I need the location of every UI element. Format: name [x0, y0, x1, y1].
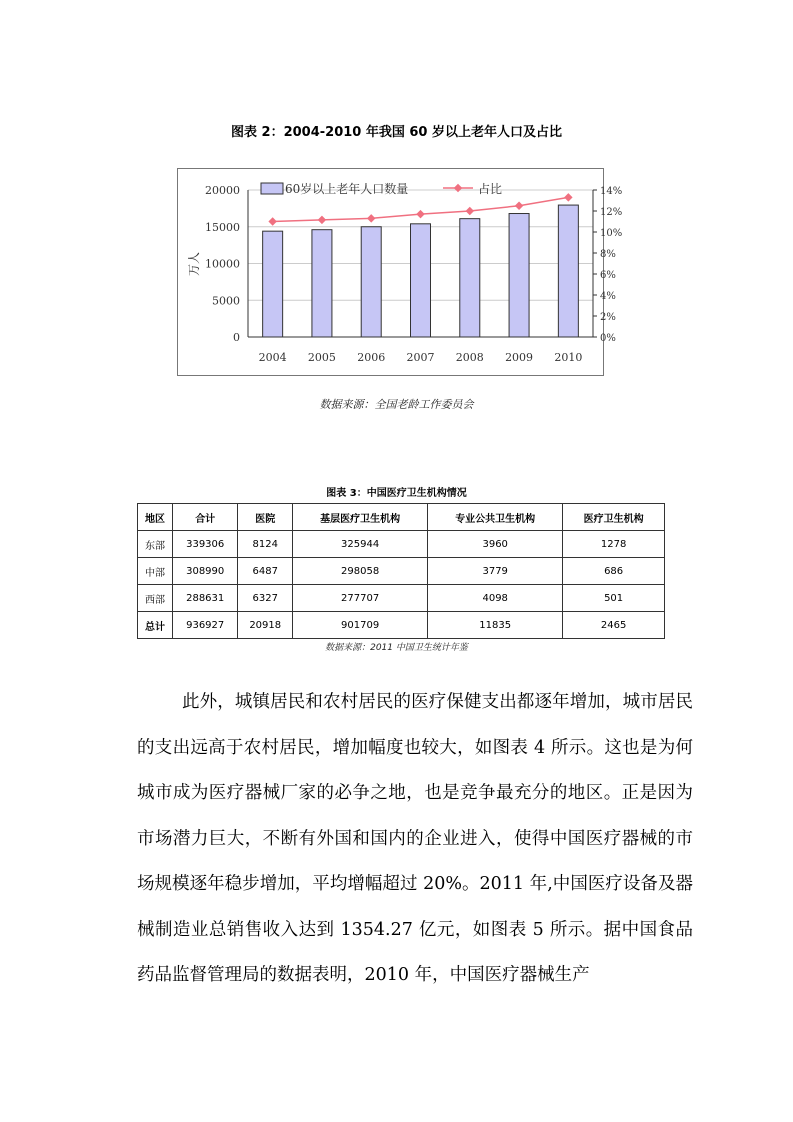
y2-tick-label: 2% [600, 312, 616, 323]
bar [312, 230, 332, 337]
y-tick-label: 20000 [205, 184, 240, 197]
y-tick-label: 5000 [212, 294, 240, 308]
line-point [318, 216, 326, 224]
column-header: 合计 [173, 504, 238, 531]
x-tick-label: 2008 [455, 351, 484, 364]
table-cell: 501 [563, 585, 665, 612]
table-cell: 339306 [173, 531, 238, 558]
table-cell: 288631 [173, 585, 238, 612]
body-paragraph: 此外，城镇居民和农村居民的医疗保健支出都逐年增加，城市居民的支出远高于农村居民，增加幅度也较大，如图表 4 所示。这也是为何城市成为医疗器械厂家的必争之地，也是竞争最充分的地区。正是因为市场潜力巨大，不断有外国和国内的企业进入，使得中国医疗器械的市场规模逐年稳步增加，平均增幅超过 20%。2011 年,中国医疗设备及器械制造业总销售收入达到 1354.27 亿元，如图表 5 所示。据中国食品药品监督管理局的数据表明，2010 年，中国医疗器械生产 [137, 692, 694, 985]
table-row [138, 585, 665, 612]
table-cell: 8124 [238, 531, 293, 558]
column-header: 专业公共卫生机构 [428, 504, 563, 531]
bar [558, 205, 578, 337]
column-header: 医疗卫生机构 [563, 504, 665, 531]
y-tick-label: 15000 [205, 220, 240, 234]
y2-tick-label: 6% [600, 270, 616, 281]
legend-bar-label: 60岁以上老年人口数量 [285, 182, 409, 196]
y2-tick-label: 8% [600, 249, 616, 260]
bar [460, 219, 480, 337]
table-cell: 1278 [563, 531, 665, 558]
table-cell: 325944 [293, 531, 428, 558]
bar [263, 231, 283, 337]
table-row [138, 531, 665, 558]
table-cell: 277707 [293, 585, 428, 612]
line-point [416, 210, 424, 218]
column-header: 医院 [238, 504, 293, 531]
table-row [138, 558, 665, 585]
figure-2-title: 图表 2：2004-2010 年我国 60 岁以上老年人口及占比 [231, 125, 562, 140]
line-point [268, 217, 276, 225]
bar [509, 214, 529, 337]
legend-line-label: 占比 [478, 182, 503, 196]
y-tick-label: 0 [233, 331, 240, 344]
y2-tick-label: 14% [600, 186, 623, 197]
line-point [564, 193, 572, 201]
table-cell: 总计 [138, 612, 173, 639]
table-cell: 西部 [138, 585, 173, 612]
y2-tick-label: 10% [600, 228, 623, 239]
x-tick-label: 2005 [307, 351, 336, 364]
x-tick-label: 2010 [554, 351, 583, 364]
y-axis-label: 万人 [187, 251, 201, 277]
x-tick-label: 2004 [258, 351, 287, 364]
x-tick-label: 2009 [505, 351, 534, 364]
column-header: 基层医疗卫生机构 [293, 504, 428, 531]
figure-3-source: 数据来源：2011 中国卫生统计年鉴 [325, 643, 468, 653]
table-cell: 6487 [238, 558, 293, 585]
figure-2-source: 数据来源：全国老龄工作委员会 [319, 398, 474, 411]
table-cell: 11835 [428, 612, 563, 639]
population-chart [177, 168, 623, 376]
table-cell: 298058 [293, 558, 428, 585]
figure-3-title: 图表 3：中国医疗卫生机构情况 [326, 488, 467, 499]
table-row [138, 612, 665, 639]
bar [411, 224, 431, 337]
table-cell: 20918 [238, 612, 293, 639]
table-cell: 308990 [173, 558, 238, 585]
bar [361, 227, 381, 337]
column-header: 地区 [138, 504, 173, 531]
table-cell: 901709 [293, 612, 428, 639]
table-cell: 中部 [138, 558, 173, 585]
table-cell: 4098 [428, 585, 563, 612]
y2-tick-label: 12% [600, 207, 623, 218]
x-tick-label: 2007 [406, 351, 435, 364]
table-cell: 东部 [138, 531, 173, 558]
table-cell: 2465 [563, 612, 665, 639]
line-point [515, 202, 523, 210]
table-cell: 686 [563, 558, 665, 585]
table-cell: 3960 [428, 531, 563, 558]
institutions-table [137, 503, 665, 639]
legend-line-marker [454, 184, 462, 192]
table-header-row [138, 504, 665, 531]
table-cell: 3779 [428, 558, 563, 585]
y2-tick-label: 0% [600, 333, 616, 344]
x-tick-label: 2006 [357, 351, 386, 364]
line-point [367, 214, 375, 222]
table-cell: 936927 [173, 612, 238, 639]
line-point [466, 207, 474, 215]
chart-svg [178, 169, 623, 377]
y2-tick-label: 4% [600, 291, 616, 302]
legend-bar-swatch [261, 183, 283, 194]
table-cell: 6327 [238, 585, 293, 612]
y-tick-label: 10000 [205, 257, 240, 271]
